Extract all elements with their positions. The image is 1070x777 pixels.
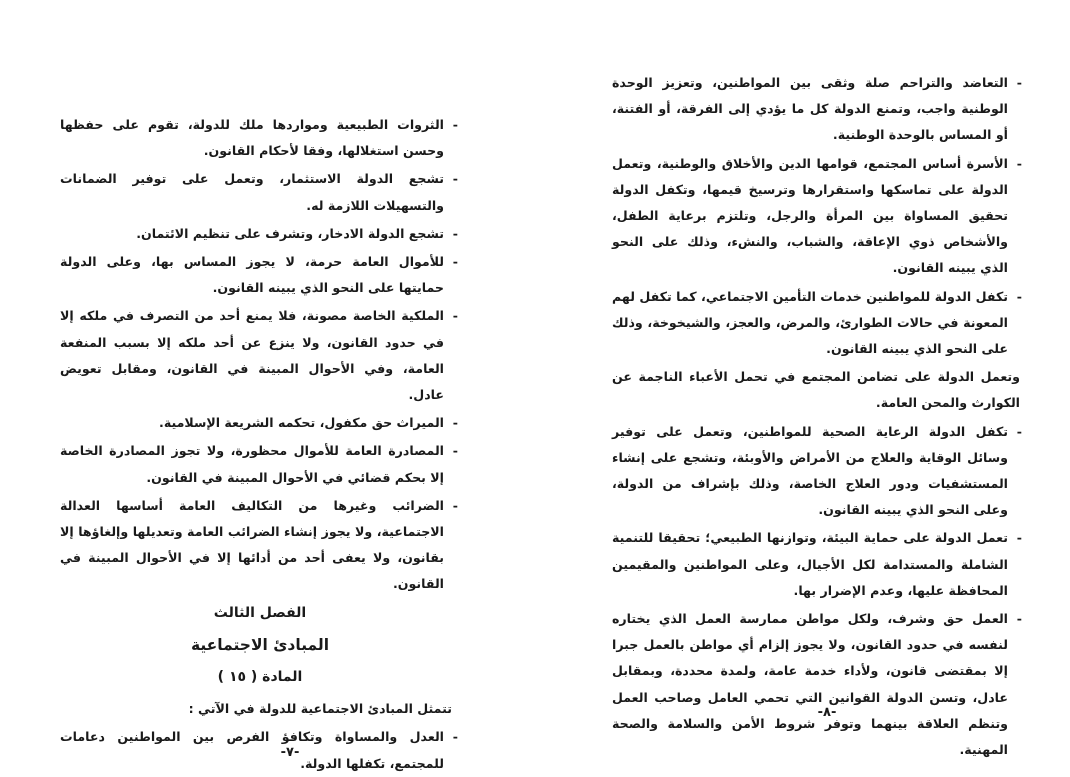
bullet-paragraph: - الثروات الطبيعية ومواردها ملك للدولة، تقوم على حفظها وحسن استغلالها، وفقا لأحكام القانون. <box>60 112 460 164</box>
page-number: -٧- <box>280 745 300 760</box>
page-7-content <box>60 0 460 777</box>
bullet-paragraph: - تعمل الدولة على حماية البيئة، وتوازنها الطبيعي؛ تحقيقا للتنمية الشاملة والمستدامة لكل الأجيال، وعلى المواطنين والمقيمين المحافظة عليها، وعدم الإضرار بها. <box>612 525 1024 604</box>
chapter-heading: الفصل الثالث <box>213 604 307 621</box>
bullet-paragraph: - التعاضد والتراحم صلة وثقى بين المواطنين، وتعزيز الوحدة الوطنية واجب، وتمنع الدولة كل ما يؤدي إلى الفرقة، أو الفتنة، أو المساس بالوحدة الوطنية. <box>612 70 1024 149</box>
bullet-paragraph: - المصادرة العامة للأموال محظورة، ولا تجوز المصادرة الخاصة إلا بحكم قضائي في الأحوال المبينة في القانون. <box>60 438 460 490</box>
bullet-paragraph: - تشجع الدولة الادخار، وتشرف على تنظيم الائتمان. <box>60 221 460 247</box>
bullet-paragraph: - تشجع الدولة الاستثمار، وتعمل على توفير الضمانات والتسهيلات اللازمة له. <box>60 166 460 218</box>
bullet-paragraph: - الأسرة أساس المجتمع، قوامها الدين والأخلاق والوطنية، وتعمل الدولة على تماسكها واستقرارها وترسيخ قيمها، وتكفل الدولة تحقيق المساواة بين المرأة والرجل، وتلتزم برعاية الطفل، والأشخاص ذوي الإعاقة، والشباب، والنشء، وذلك على النحو الذي يبينه القانون. <box>612 151 1024 282</box>
bullet-paragraph: - العدل والمساواة وتكافؤ الفرص بين المواطنين دعامات للمجتمع، تكفلها الدولة. <box>60 724 460 776</box>
bullet-paragraph: - تكفل الدولة الرعاية الصحية للمواطنين، وتعمل على توفير وسائل الوقاية والعلاج من الأمراض والأوبئة، وتشجع على إنشاء المستشفيات ودور العلاج الخاصة، وذلك بإشراف من الدولة، وعلى النحو الذي يبينه القانون. <box>612 419 1024 524</box>
article-heading: المادة ( ١٥ ) <box>217 669 303 686</box>
article-intro: تتمثل المبادئ الاجتماعية للدولة في الآتي : <box>188 701 452 717</box>
bullet-paragraph: - الضرائب وغيرها من التكاليف العامة أساسها العدالة الاجتماعية، ولا يجوز إنشاء الضرائب العامة وتعديلها وإلغاؤها إلا بقانون، ولا يعفى أحد من أدائها إلا في الأحوال المبينة في القانون. <box>60 493 460 598</box>
bullet-paragraph: - العمل حق وشرف، ولكل مواطن ممارسة العمل الذي يختاره لنفسه في حدود القانون، ولا يجوز إلزام أي مواطن بالعمل جبرا إلا بمقتضى قانون، ولأداء خدمة عامة، ولمدة محددة، وبمقابل عادل، وتسن الدولة القوانين التي تحمي العامل وصاحب العمل وتنظم العلاقة بينهما وتوفر شروط الأمن والسلامة والصحة المهنية. <box>612 606 1024 763</box>
page-8 <box>612 0 1024 772</box>
paragraph: وتعمل الدولة على تضامن المجتمع في تحمل الأعباء الناجمة عن الكوارث والمحن العامة. <box>612 369 1020 411</box>
page-7 <box>60 0 460 772</box>
page-8-content <box>612 0 1024 763</box>
section-heading: المبادئ الاجتماعية <box>190 635 330 654</box>
page-number: -٨- <box>817 705 837 720</box>
bullet-paragraph: - الميراث حق مكفول، تحكمه الشريعة الإسلامية. <box>60 410 460 436</box>
page-8-paragraphs <box>612 70 1024 763</box>
bullet-paragraph: - للأموال العامة حرمة، لا يجوز المساس بها، وعلى الدولة حمايتها على النحو الذي يبينه القانون. <box>60 249 460 301</box>
page-7-paragraphs <box>60 112 460 598</box>
bullet-paragraph: - تكفل الدولة للمواطنين خدمات التأمين الاجتماعي، كما تكفل لهم المعونة في حالات الطوارئ، والمرض، والعجز، والشيخوخة، وذلك على النحو الذي يبينه القانون. <box>612 284 1024 363</box>
bullet-paragraph: - الملكية الخاصة مصونة، فلا يمنع أحد من التصرف في ملكه إلا في حدود القانون، ولا ينزع عن أحد ملكه إلا بسبب المنفعة العامة، وفي الأحوال المبينة في القانون، ومقابل تعويض عادل. <box>60 303 460 408</box>
